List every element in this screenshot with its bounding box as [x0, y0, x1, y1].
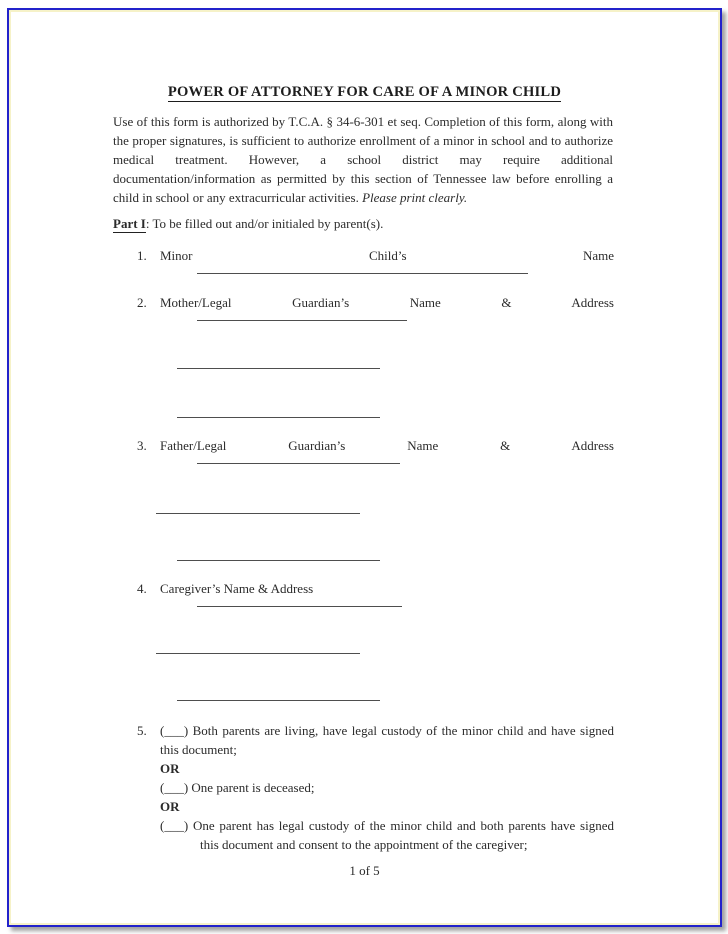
or-separator: OR	[160, 761, 180, 776]
initial-blank[interactable]: (___)	[160, 723, 189, 738]
fill-in-line[interactable]	[177, 700, 380, 701]
intro-paragraph	[113, 112, 613, 207]
item-number: 2.	[137, 295, 147, 310]
form-item-custody-options	[137, 721, 614, 854]
fill-in-line[interactable]	[177, 560, 380, 561]
item-number: 3.	[137, 438, 147, 453]
fill-in-line[interactable]	[197, 320, 407, 321]
option-one-parent-deceased	[160, 778, 614, 797]
option-text: Both parents are living, have legal custody of the minor child and have signed this document;	[160, 723, 615, 757]
option-both-parents-living	[160, 721, 614, 759]
fill-in-line[interactable]	[197, 606, 402, 607]
or-separator: OR	[160, 799, 180, 814]
form-item-father-name-address	[137, 436, 614, 561]
part1-label: Part I	[113, 216, 146, 231]
initial-blank[interactable]: (___)	[160, 780, 189, 795]
option-one-parent-custody	[160, 816, 614, 854]
item-label: Caregiver’s Name & Address	[160, 581, 314, 596]
fill-in-line[interactable]	[197, 273, 528, 274]
page-title	[9, 83, 720, 102]
item-number: 1.	[137, 248, 147, 263]
option-text: One parent is deceased;	[191, 780, 315, 795]
form-item-mother-name-address	[137, 293, 614, 418]
page-number: 1 of 5	[349, 863, 380, 878]
fill-in-line[interactable]	[177, 417, 380, 418]
option-text: One parent has legal custody of the minor child and both parents have signed this document and consent to the appointment of the caregiver;	[192, 818, 615, 852]
item-label: Mother/Legal Guardian’s Name & Address	[160, 295, 614, 310]
page-title-text: POWER OF ATTORNEY FOR CARE OF A MINOR CHILD	[167, 84, 562, 100]
item-number: 5.	[137, 723, 147, 738]
intro-emphasis: Please print clearly.	[362, 190, 468, 205]
form-item-minor-child-name	[137, 246, 614, 274]
fill-in-line[interactable]	[156, 513, 360, 514]
intro-text: Use of this form is authorized by T.C.A. § 34-6-301 et seq. Completion of this form, along with the proper signatures, is sufficient to authorize enrollment of a minor in school and to authorize medical treatment. However, a school district may require additional documentation/information as permitted by this section of Tennessee law before enrolling a child in school or any extracurricular activities.	[113, 114, 613, 205]
fill-in-line[interactable]	[156, 653, 360, 654]
initial-blank[interactable]: (___)	[160, 818, 189, 833]
form-item-caregiver-name-address	[137, 579, 614, 701]
item-label: Father/Legal Guardian’s Name & Address	[160, 438, 614, 453]
part1-heading	[113, 214, 613, 233]
part1-instruction: : To be filled out and/or initialed by parent(s).	[145, 216, 384, 231]
document-page	[7, 8, 722, 927]
item-label: Minor Child’s Name	[160, 248, 614, 263]
item-number: 4.	[137, 581, 147, 596]
fill-in-line[interactable]	[177, 368, 380, 369]
fill-in-line[interactable]	[197, 463, 400, 464]
